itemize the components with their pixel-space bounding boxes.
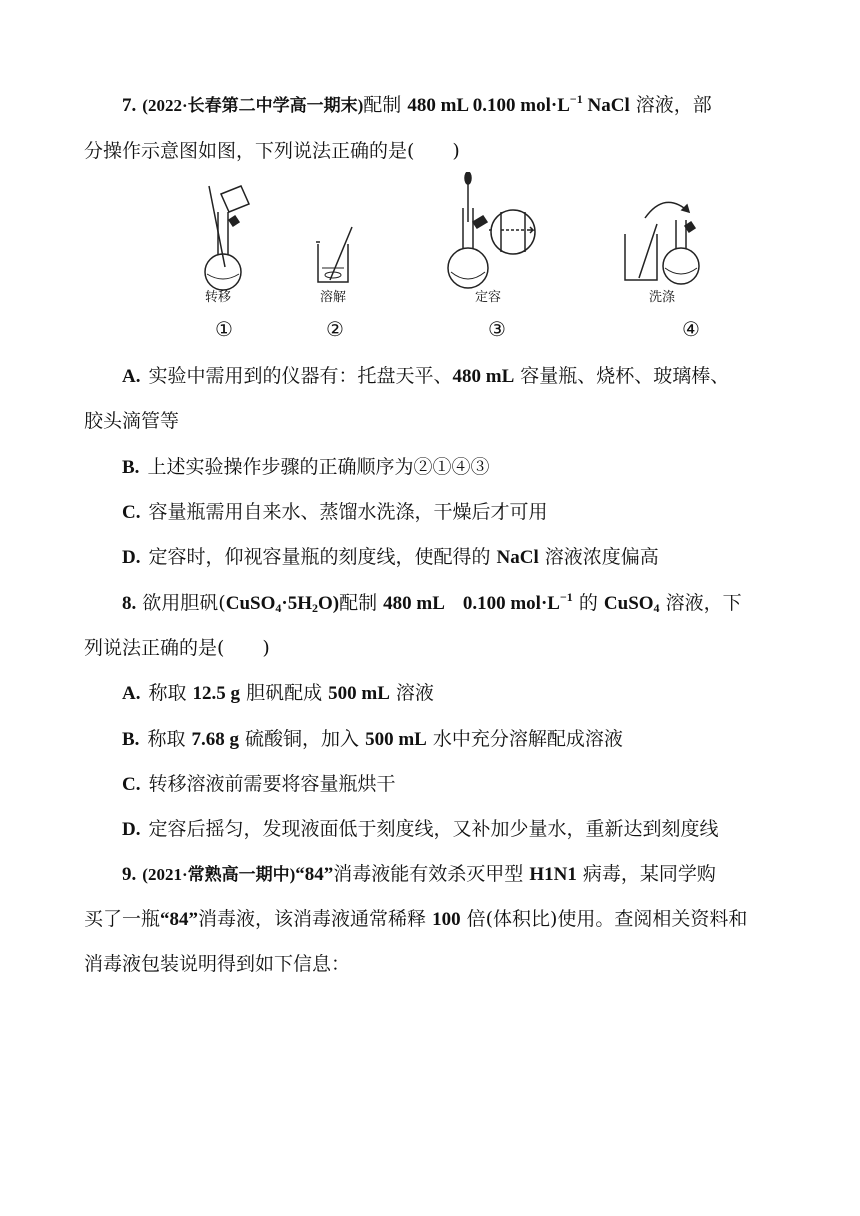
q7-figure <box>195 172 715 292</box>
fig-number-3: ③ <box>488 317 506 341</box>
q8-formula-sub: 4 <box>275 601 282 615</box>
dissolve-beaker-icon <box>316 227 352 282</box>
option-text: 上述实验操作步骤的正确顺序为②①④③ <box>147 456 490 478</box>
option-letter: D. <box>122 547 141 568</box>
q7-option-a[interactable] <box>122 363 729 390</box>
option-text: 容量瓶、烧杯、玻璃棒、 <box>514 365 730 387</box>
q8-stem-tail: 溶液，下 <box>659 592 742 614</box>
q8-formula: CuSO <box>603 593 654 614</box>
option-letter: D. <box>122 819 141 840</box>
q9-stem-text: 病毒，某同学购 <box>576 863 716 885</box>
option-text: 定容后摇匀，发现液面低于刻度线，又补加少量水，重新达到刻度线 <box>148 818 719 840</box>
option-text: 溶液 <box>389 682 434 704</box>
q8-quantity: 480 mL 0.100 mol·L <box>383 593 560 614</box>
fig-label-dissolve: 溶解 <box>319 290 346 305</box>
option-text: 水中充分溶解配成溶液 <box>426 728 623 750</box>
option-letter: A. <box>122 366 141 387</box>
q9-product-name: “84” <box>295 864 334 885</box>
q9-number: 9. <box>122 864 137 885</box>
fig-number-1: ① <box>215 317 233 341</box>
q8-formula-sub: 2 <box>311 601 318 615</box>
q7-quantity: 480 mL 0.100 mol·L <box>407 95 570 116</box>
option-quantity: NaCl <box>496 547 539 568</box>
q8-number: 8. <box>122 593 137 614</box>
option-quantity: 500 mL <box>365 729 427 750</box>
option-letter: B. <box>122 729 140 750</box>
q7-option-a-line2: 胶头滴管等 <box>84 410 180 432</box>
q9-stem-line3: 消毒液包装说明得到如下信息： <box>84 953 351 975</box>
option-text: 定容时，仰视容量瓶的刻度线，使配得的 <box>148 546 497 568</box>
q8-stem-text: 欲用胆矾( <box>142 592 226 614</box>
option-text: 胆矾配成 <box>240 682 329 704</box>
q8-formula: ·5H <box>281 593 312 614</box>
q9-dilution-factor: 100 <box>432 909 461 930</box>
q9-stem-line1 <box>122 861 716 888</box>
q8-option-c[interactable] <box>122 771 396 798</box>
q7-stem-text: 配制 <box>363 94 408 116</box>
fig-number-2: ② <box>326 317 344 341</box>
option-letter: C. <box>122 774 141 795</box>
option-letter: B. <box>122 457 140 478</box>
option-letter: A. <box>122 683 141 704</box>
fig-number-4: ④ <box>682 317 700 341</box>
q7-option-d[interactable] <box>122 544 659 571</box>
q9-stem-text: 消毒液，该消毒液通常稀释 <box>198 908 433 930</box>
wash-apparatus-icon <box>625 202 699 284</box>
option-text: 硫酸铜，加入 <box>238 728 366 750</box>
transfer-apparatus-icon <box>205 186 249 290</box>
fig-label-constant-volume: 定容 <box>474 290 501 305</box>
q9-stem-text: 买了一瓶 <box>84 908 161 930</box>
q8-option-a[interactable] <box>122 680 434 707</box>
option-text: 实验中需用到的仪器有：托盘天平、 <box>148 365 453 387</box>
q8-exponent: −1 <box>559 590 573 604</box>
q7-source: (2022·长春第二中学高一期末) <box>142 96 364 115</box>
q8-option-d[interactable] <box>122 816 719 843</box>
q7-stem-tail: 溶液，部 <box>629 94 712 116</box>
q7-stem-line1 <box>122 92 712 119</box>
q7-option-c[interactable] <box>122 499 548 526</box>
q8-formula-sub: 4 <box>653 601 660 615</box>
q9-stem-text: 倍(体积比)使用。查阅相关资料和 <box>460 908 748 930</box>
q8-stem-text: 配制 <box>339 592 384 614</box>
q8-stem-line2: 列说法正确的是( ) <box>84 637 270 659</box>
q7-solute: NaCl <box>582 95 630 116</box>
constant-volume-apparatus-icon <box>448 172 535 288</box>
q8-formula: CuSO <box>225 593 276 614</box>
q9-virus-name: H1N1 <box>529 864 577 885</box>
option-text: 容量瓶需用自来水、蒸馏水洗涤，干燥后才可用 <box>148 501 548 523</box>
q9-stem-line2 <box>84 906 747 933</box>
fig-label-wash: 洗涤 <box>648 290 675 305</box>
q9-source: (2021·常熟高一期中) <box>142 865 296 884</box>
q7-stem-line2: 分操作示意图如图，下列说法正确的是( ) <box>84 140 460 162</box>
option-quantity: 480 mL <box>452 366 515 387</box>
option-text: 溶液浓度偏高 <box>538 546 659 568</box>
option-letter: C. <box>122 502 141 523</box>
q9-product-name: “84” <box>160 909 199 930</box>
q7-exponent: −1 <box>569 92 583 106</box>
q8-formula: O) <box>317 593 340 614</box>
q7-number: 7. <box>122 95 137 116</box>
option-quantity: 7.68 g <box>191 729 239 750</box>
q8-option-b[interactable] <box>122 726 623 753</box>
fig-label-transfer: 转移 <box>204 290 231 305</box>
option-text: 转移溶液前需要将容量瓶烘干 <box>148 773 396 795</box>
option-quantity: 500 mL <box>328 683 390 704</box>
q8-stem-text: 的 <box>572 592 604 614</box>
q8-stem-line1 <box>122 590 742 617</box>
q7-option-b[interactable] <box>122 454 489 481</box>
option-text: 称取 <box>148 682 193 704</box>
option-quantity: 12.5 g <box>192 683 241 704</box>
option-text: 称取 <box>147 728 192 750</box>
q9-stem-text: 消毒液能有效杀灭甲型 <box>333 863 530 885</box>
